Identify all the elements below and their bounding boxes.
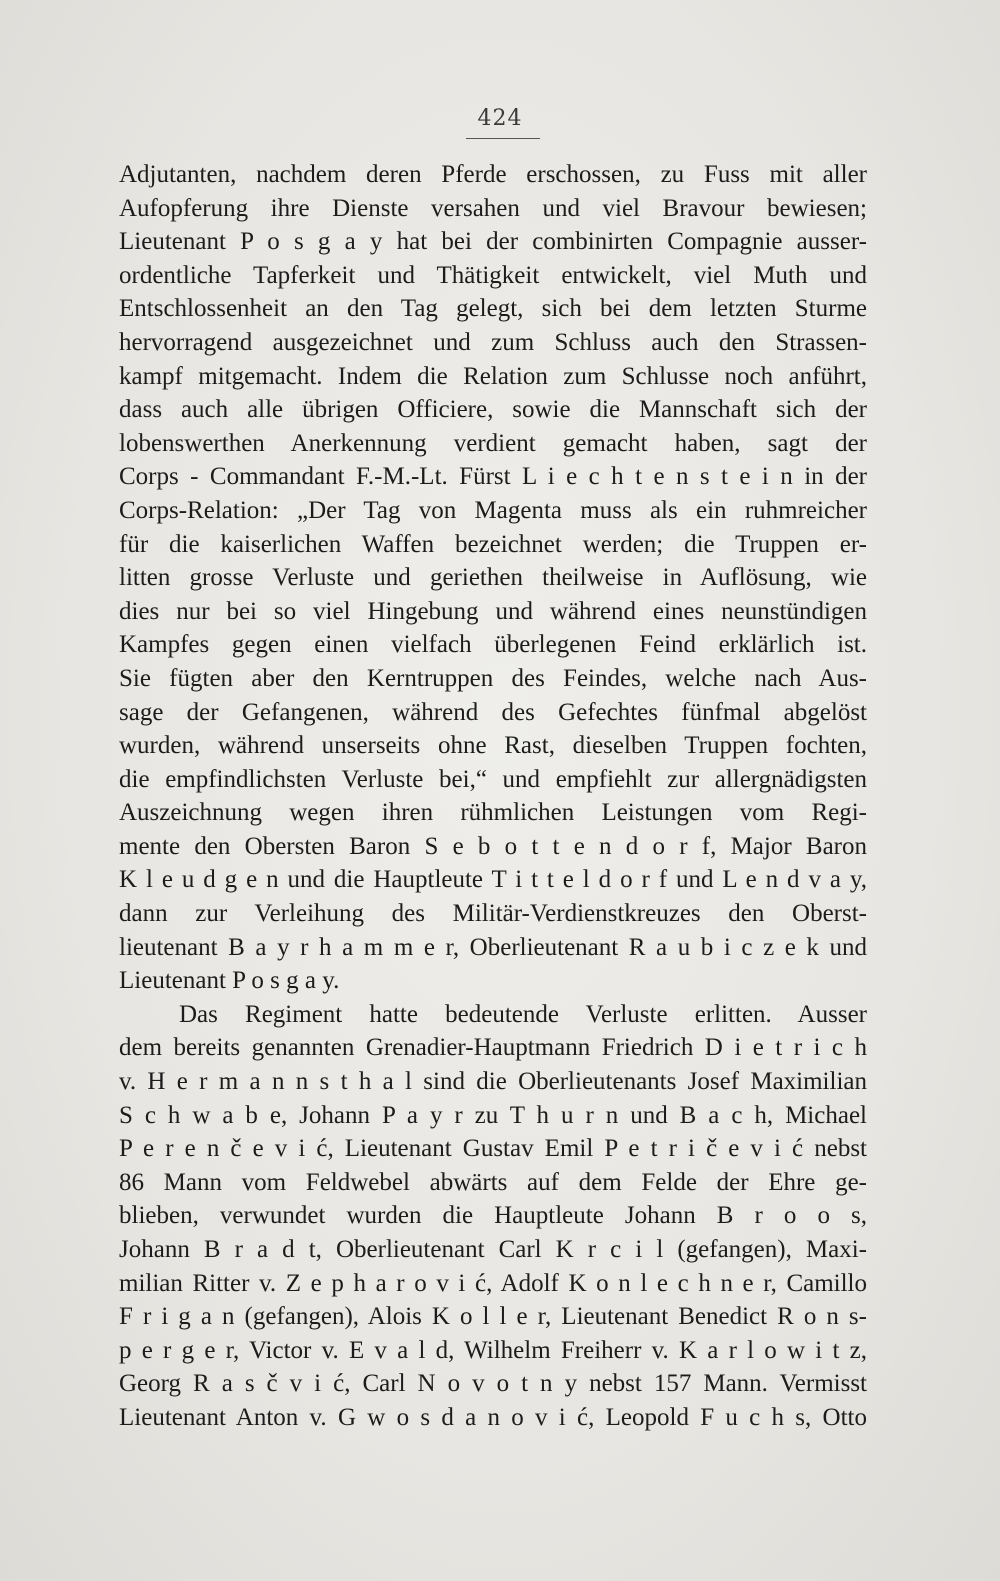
text-line: Lieutenant P o s g a y. <box>119 967 340 995</box>
text-line: Sie fügten aber den Kerntruppen des Feindes, welche nach Aus- <box>119 664 867 692</box>
text-line: sage der Gefangenen, während des Gefechtes fünfmal abgelöst <box>119 698 867 726</box>
text-line: für die kaiserlichen Waffen bezeichnet werden; die Truppen er- <box>119 530 867 558</box>
text-line: P e r e n č e v i ć, Lieutenant Gustav Emil P e t r i č e v i ć nebst <box>119 1135 867 1163</box>
text-line: wurden, während unserseits ohne Rast, dieselben Truppen fochten, <box>119 732 867 760</box>
text-line: v. H e r m a n n s t h a l sind die Oberlieutenants Josef Maximilian <box>119 1068 867 1096</box>
text-line: milian Ritter v. Z e p h a r o v i ć, Adolf K o n l e c h n e r, Camillo <box>119 1269 867 1297</box>
text-line: Corps - Commandant F.-M.-Lt. Fürst L i e c h t e n s t e i n in der <box>119 463 867 491</box>
page-number-rule <box>466 138 540 139</box>
body-text <box>119 158 867 1435</box>
page-number: 424 <box>477 106 523 131</box>
text-line: K l e u d g e n und die Hauptleute T i t t e l d o r f und L e n d v a y, <box>119 866 867 894</box>
text-line: Adjutanten, nachdem deren Pferde erschossen, zu Fuss mit aller <box>119 161 867 188</box>
text-line: Kampfes gegen einen vielfach überlegenen Feind erklärlich ist. <box>119 631 867 659</box>
text-line: S c h w a b e, Johann P a y r zu T h u r n und B a c h, Michael <box>119 1101 867 1129</box>
text-line: Aufopferung ihre Dienste versahen und viel Bravour bewiesen; <box>119 194 867 222</box>
text-line: lobenswerthen Anerkennung verdient gemacht haben, sagt der <box>119 429 867 457</box>
text-line: Das Regiment hatte bedeutende Verluste erlitten. Ausser <box>179 1000 867 1028</box>
text-line: Lieutenant Anton v. G w o s d a n o v i ć, Leopold F u c h s, Otto <box>119 1403 867 1431</box>
text-line: p e r g e r, Victor v. E v a l d, Wilhelm Freiherr v. K a r l o w i t z, <box>119 1336 867 1364</box>
text-line: Entschlossenheit an den Tag gelegt, sich bei dem letzten Sturme <box>119 295 867 323</box>
text-line: kampf mitgemacht. Indem die Relation zum Schlusse noch anführt, <box>119 362 867 390</box>
text-line: Johann B r a d t, Oberlieutenant Carl K r c i l (gefangen), Maxi- <box>119 1236 867 1263</box>
text-line: mente den Obersten Baron S e b o t t e n d o r f, Major Baron <box>119 832 867 860</box>
text-line: blieben, verwundet wurden die Hauptleute Johann B r o o s, <box>119 1202 867 1230</box>
text-line: dies nur bei so viel Hingebung und während eines neunstündigen <box>119 597 867 625</box>
text-line: 86 Mann vom Feldwebel abwärts auf dem Felde der Ehre ge- <box>119 1168 867 1196</box>
text-line: F r i g a n (gefangen), Alois K o l l e r, Lieutenant Benedict R o n s- <box>119 1303 867 1331</box>
text-line: Corps-Relation: „Der Tag von Magenta muss als ein ruhmreicher <box>119 496 867 524</box>
text-line: ordentliche Tapferkeit und Thätigkeit entwickelt, viel Muth und <box>119 261 867 289</box>
text-line: Georg R a s č v i ć, Carl N o v o t n y nebst 157 Mann. Vermisst <box>119 1370 867 1398</box>
text-line: dem bereits genannten Grenadier-Hauptmann Friedrich D i e t r i c h <box>119 1034 867 1062</box>
text-line: dann zur Verleihung des Militär-Verdienstkreuzes den Oberst- <box>119 900 867 928</box>
text-line: Lieutenant P o s g a y hat bei der combinirten Compagnie ausser- <box>119 228 867 256</box>
text-line: dass auch alle übrigen Officiere, sowie die Mannschaft sich der <box>119 396 867 424</box>
text-line: Auszeichnung wegen ihren rühmlichen Leistungen vom Regi- <box>119 799 867 827</box>
text-line: die empfindlichsten Verluste bei,“ und empfiehlt zur allergnädigsten <box>119 765 867 793</box>
text-line: lieutenant B a y r h a m m e r, Oberlieutenant R a u b i c z e k und <box>119 933 867 961</box>
text-line: hervorragend ausgezeichnet und zum Schluss auch den Strassen- <box>119 328 867 356</box>
text-line: litten grosse Verluste und geriethen theilweise in Auflösung, wie <box>119 564 867 592</box>
